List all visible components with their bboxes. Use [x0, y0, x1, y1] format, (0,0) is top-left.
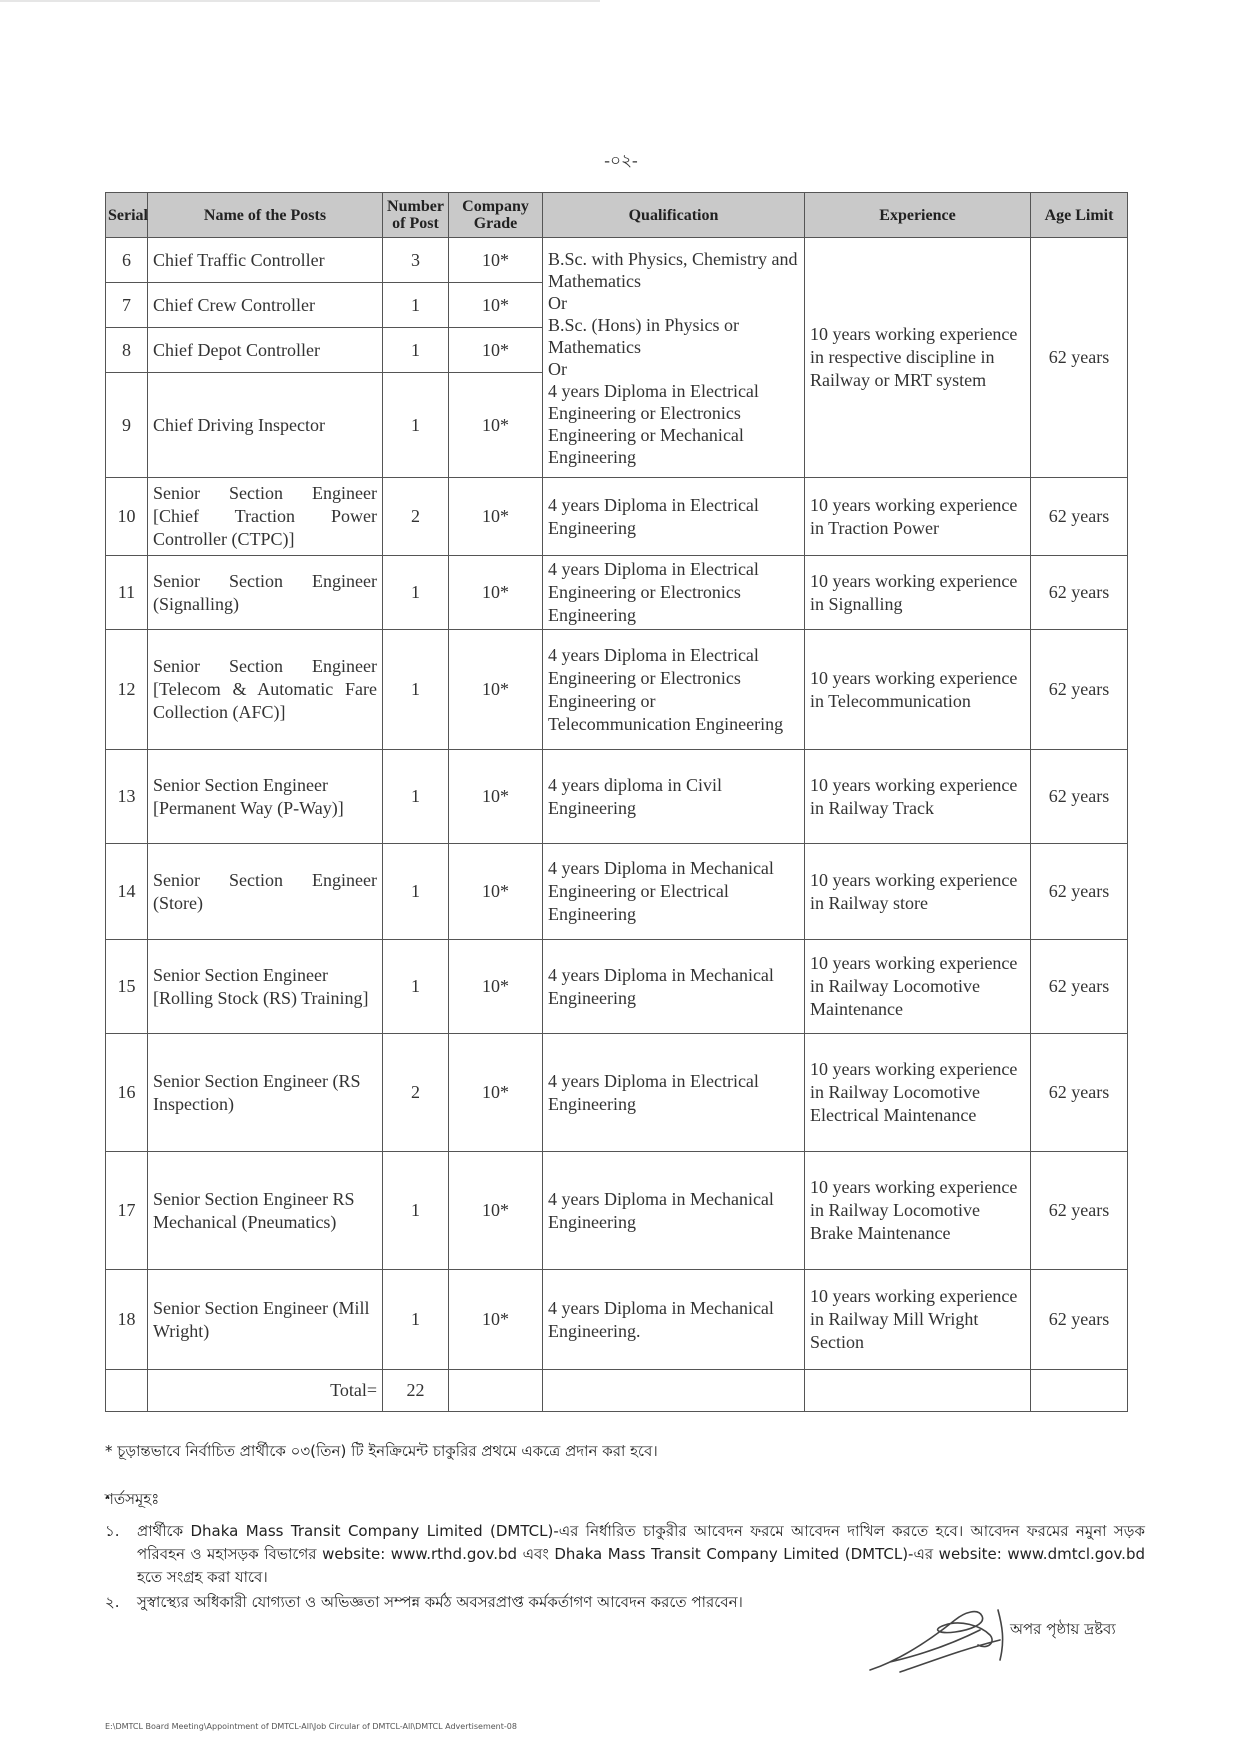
post-name-cell: Chief Crew Controller: [148, 283, 383, 328]
header-serial: Serial: [106, 193, 148, 238]
number-cell: 3: [383, 238, 449, 283]
experience-cell: 10 years working experience in Railway Locomotive Maintenance: [805, 940, 1031, 1034]
qualification-cell: 4 years Diploma in Electrical Engineering: [543, 478, 805, 556]
grade-cell: 10*: [449, 630, 543, 750]
table-row: [106, 556, 1128, 630]
empty-cell: [1031, 1370, 1128, 1412]
post-name-cell: Senior Section Engineer (Signalling): [148, 556, 383, 630]
number-cell: 1: [383, 750, 449, 844]
grade-cell: 10*: [449, 1270, 543, 1370]
qualification-cell: 4 years Diploma in Mechanical Engineering: [543, 940, 805, 1034]
grade-cell: 10*: [449, 844, 543, 940]
experience-cell: 10 years working experience in Railway Mill Wright Section: [805, 1270, 1031, 1370]
qualification-cell: 4 years Diploma in Mechanical Engineering: [543, 1152, 805, 1270]
table-row: [106, 750, 1128, 844]
grade-cell: 10*: [449, 373, 543, 478]
conditions-heading: শর্তসমূহঃ: [105, 1490, 160, 1508]
table-row: [106, 478, 1128, 556]
total-label: Total=: [148, 1370, 383, 1412]
serial-cell: 15: [106, 940, 148, 1034]
empty-cell: [805, 1370, 1031, 1412]
serial-cell: 10: [106, 478, 148, 556]
serial-cell: 13: [106, 750, 148, 844]
qualification-cell: 4 years Diploma in Mechanical Engineering or Electrical Engineering: [543, 844, 805, 940]
header-experience: Experience: [805, 193, 1031, 238]
header-name-of-posts: Name of the Posts: [148, 193, 383, 238]
empty-cell: [543, 1370, 805, 1412]
post-name-cell: Senior Section Engineer [Chief Traction Power Controller (CTPC)]: [148, 478, 383, 556]
number-cell: 1: [383, 844, 449, 940]
age-limit-cell: 62 years: [1031, 940, 1128, 1034]
post-name-cell: Chief Driving Inspector: [148, 373, 383, 478]
table-row: [106, 1270, 1128, 1370]
age-limit-cell: 62 years: [1031, 238, 1128, 478]
condition-text: প্রার্থীকে Dhaka Mass Transit Company Limited (DMTCL)-এর নির্ধারিত চাকুরীর আবেদন ফরমে আবেদন দাখিল করতে হবে। আবেদন ফরমের নমুনা সড়ক পরিবহন ও মহাসড়ক বিভাগের website: www.rthd.gov.bd এবং Dhaka Mass Transit Company Limited (DMTCL)-এর website: www.dmtcl.gov.bd হতে সংগ্রহ করা যাবে।: [137, 1522, 1145, 1586]
post-name-cell: Senior Section Engineer [Permanent Way (P-Way)]: [148, 750, 383, 844]
age-limit-cell: 62 years: [1031, 478, 1128, 556]
number-cell: 1: [383, 556, 449, 630]
footnote: * চূড়ান্তভাবে নির্বাচিত প্রার্থীকে ০৩(তিন) টি ইনক্রিমেন্ট চাকুরির প্রথমে একত্রে প্রদান করা হবে।: [105, 1442, 658, 1460]
experience-cell: 10 years working experience in Telecommunication: [805, 630, 1031, 750]
number-cell: 1: [383, 1152, 449, 1270]
qualification-cell: 4 years Diploma in Electrical Engineering: [543, 1034, 805, 1152]
grade-cell: 10*: [449, 750, 543, 844]
condition-number: ২.: [105, 1593, 120, 1611]
serial-cell: 12: [106, 630, 148, 750]
number-cell: 1: [383, 940, 449, 1034]
post-name-cell: Senior Section Engineer [Telecom & Automatic Fare Collection (AFC)]: [148, 630, 383, 750]
number-cell: 1: [383, 328, 449, 373]
qualification-cell: 4 years diploma in Civil Engineering: [543, 750, 805, 844]
number-cell: 2: [383, 1034, 449, 1152]
total-row: [106, 1370, 1128, 1412]
qualification-cell: B.Sc. with Physics, Chemistry and Mathematics Or B.Sc. (Hons) in Physics or Mathematics Or 4 years Diploma in Electrical Engineering or Electronics Engineering or Mechanical Engineering: [543, 238, 805, 478]
scan-edge-line: [0, 0, 600, 2]
post-name-cell: Chief Depot Controller: [148, 328, 383, 373]
page-number: -০২-: [604, 151, 638, 170]
experience-cell: 10 years working experience in Railway store: [805, 844, 1031, 940]
grade-cell: 10*: [449, 556, 543, 630]
number-cell: 1: [383, 630, 449, 750]
grade-cell: 10*: [449, 940, 543, 1034]
age-limit-cell: 62 years: [1031, 1034, 1128, 1152]
serial-cell: 16: [106, 1034, 148, 1152]
table-row: [106, 844, 1128, 940]
qualification-cell: 4 years Diploma in Mechanical Engineering.: [543, 1270, 805, 1370]
experience-cell: 10 years working experience in respective discipline in Railway or MRT system: [805, 238, 1031, 478]
age-limit-cell: 62 years: [1031, 556, 1128, 630]
serial-cell: 8: [106, 328, 148, 373]
experience-cell: 10 years working experience in Railway Locomotive Electrical Maintenance: [805, 1034, 1031, 1152]
post-name-cell: Senior Section Engineer (Store): [148, 844, 383, 940]
header-number-of-post: Number of Post: [383, 193, 449, 238]
grade-cell: 10*: [449, 1034, 543, 1152]
qualification-cell: 4 years Diploma in Electrical Engineering or Electronics Engineering or Telecommunication Engineering: [543, 630, 805, 750]
serial-cell: 14: [106, 844, 148, 940]
age-limit-cell: 62 years: [1031, 750, 1128, 844]
header-qualification: Qualification: [543, 193, 805, 238]
experience-cell: 10 years working experience in Traction Power: [805, 478, 1031, 556]
number-cell: 1: [383, 1270, 449, 1370]
number-cell: 1: [383, 373, 449, 478]
table-header-row: [106, 193, 1128, 238]
grade-cell: 10*: [449, 283, 543, 328]
signature: [860, 1600, 1020, 1680]
file-path: E:\DMTCL Board Meeting\Appointment of DMTCL-All\Job Circular of DMTCL-All\DMTCL Advertisement-08: [105, 1722, 517, 1731]
grade-cell: 10*: [449, 478, 543, 556]
post-name-cell: Senior Section Engineer (Mill Wright): [148, 1270, 383, 1370]
header-company-grade: Company Grade: [449, 193, 543, 238]
please-turn-over-note: অপর পৃষ্ঠায় দ্রষ্টব্য: [1010, 1620, 1116, 1638]
age-limit-cell: 62 years: [1031, 1270, 1128, 1370]
experience-cell: 10 years working experience in Railway Locomotive Brake Maintenance: [805, 1152, 1031, 1270]
table-row: [106, 1034, 1128, 1152]
number-cell: 2: [383, 478, 449, 556]
header-age-limit: Age Limit: [1031, 193, 1128, 238]
serial-cell: 7: [106, 283, 148, 328]
grade-cell: 10*: [449, 238, 543, 283]
empty-cell: [449, 1370, 543, 1412]
table-row: [106, 940, 1128, 1034]
number-cell: 1: [383, 283, 449, 328]
grade-cell: 10*: [449, 1152, 543, 1270]
experience-cell: 10 years working experience in Railway Track: [805, 750, 1031, 844]
post-name-cell: Chief Traffic Controller: [148, 238, 383, 283]
empty-cell: [106, 1370, 148, 1412]
post-name-cell: Senior Section Engineer (RS Inspection): [148, 1034, 383, 1152]
posts-table-wrapper: [105, 192, 1127, 1412]
serial-cell: 17: [106, 1152, 148, 1270]
serial-cell: 11: [106, 556, 148, 630]
table-row: [106, 1152, 1128, 1270]
age-limit-cell: 62 years: [1031, 1152, 1128, 1270]
condition-item: [105, 1520, 1145, 1589]
post-name-cell: Senior Section Engineer RS Mechanical (Pneumatics): [148, 1152, 383, 1270]
serial-cell: 18: [106, 1270, 148, 1370]
condition-number: ১.: [105, 1522, 120, 1540]
total-value: 22: [383, 1370, 449, 1412]
post-name-cell: Senior Section Engineer [Rolling Stock (RS) Training]: [148, 940, 383, 1034]
table-row: [106, 630, 1128, 750]
qualification-cell: 4 years Diploma in Electrical Engineering or Electronics Engineering: [543, 556, 805, 630]
grade-cell: 10*: [449, 328, 543, 373]
serial-cell: 6: [106, 238, 148, 283]
table-row: [106, 238, 1128, 283]
age-limit-cell: 62 years: [1031, 630, 1128, 750]
posts-table: [105, 192, 1128, 1412]
experience-cell: 10 years working experience in Signalling: [805, 556, 1031, 630]
age-limit-cell: 62 years: [1031, 844, 1128, 940]
serial-cell: 9: [106, 373, 148, 478]
condition-text: সুস্বাস্থ্যের অধিকারী যোগ্যতা ও অভিজ্ঞতা সম্পন্ন কর্মঠ অবসরপ্রাপ্ত কর্মকর্তাগণ আবেদন করতে পারবেন।: [137, 1593, 743, 1611]
